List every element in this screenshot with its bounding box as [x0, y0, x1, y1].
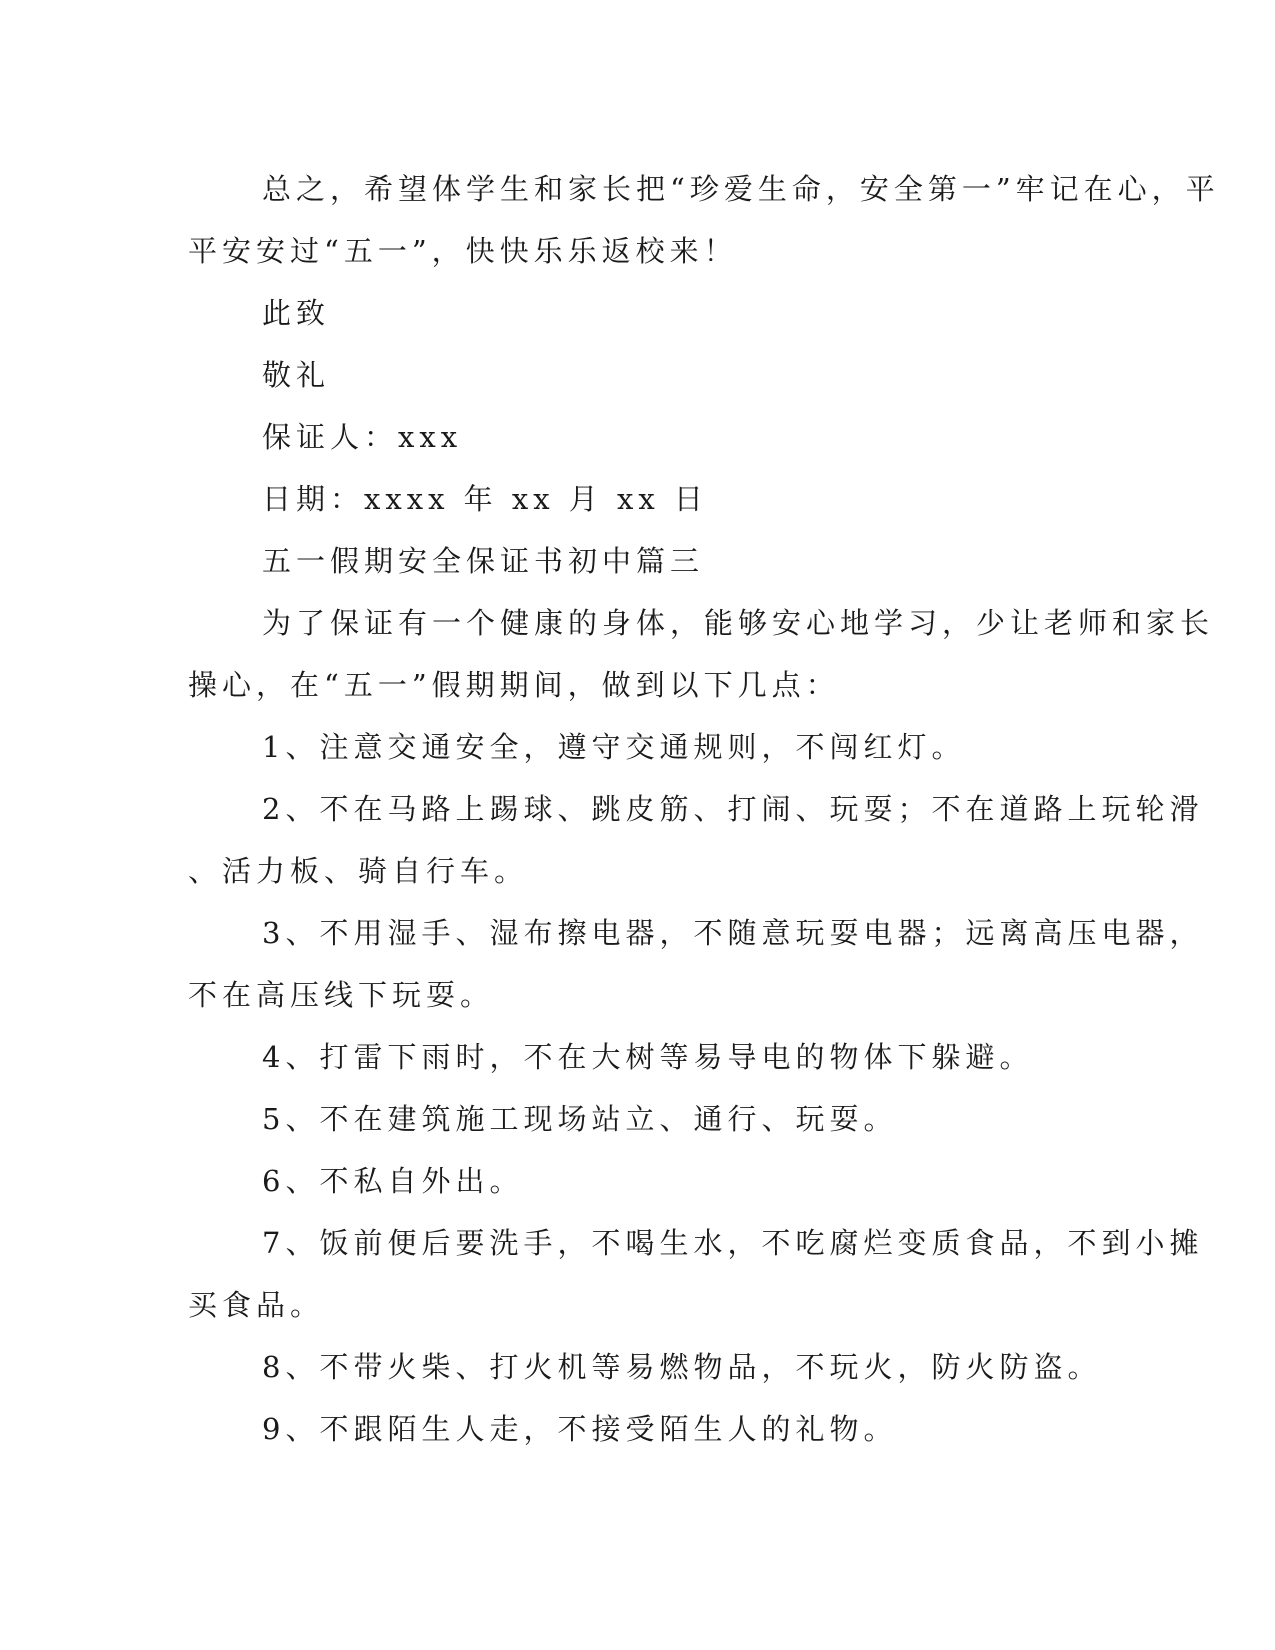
list-item: 5、不在建筑施工现场站立、通行、玩耍。	[262, 1102, 898, 1136]
list-item: 9、不跟陌生人走，不接受陌生人的礼物。	[262, 1412, 898, 1446]
paragraph-line: 总之，希望体学生和家长把“珍爱生命，安全第一”牢记在心，平	[262, 172, 1220, 206]
paragraph-line: 平安安过“五一”，快快乐乐返校来！	[188, 234, 738, 268]
paragraph-line: 为了保证有一个健康的身体，能够安心地学习，少让老师和家长	[262, 606, 1215, 640]
list-item: 8、不带火柴、打火机等易燃物品，不玩火，防火防盗。	[262, 1350, 1102, 1384]
list-item: 1、注意交通安全，遵守交通规则，不闯红灯。	[262, 730, 966, 764]
guarantor-line: 保证人：xxx	[262, 420, 463, 454]
section-title: 五一假期安全保证书初中篇三	[262, 544, 705, 578]
list-item-continuation: 不在高压线下玩耍。	[188, 978, 495, 1012]
closing-regards: 敬礼	[262, 358, 331, 392]
list-item: 3、不用湿手、湿布擦电器，不随意玩耍电器；远离高压电器，	[262, 916, 1204, 950]
paragraph-line: 操心，在“五一”假期期间，做到以下几点：	[188, 668, 840, 702]
list-item: 6、不私自外出。	[262, 1164, 524, 1198]
date-line: 日期：xxxx 年 xx 月 xx 日	[262, 482, 708, 516]
list-item: 7、饭前便后要洗手，不喝生水，不吃腐烂变质食品，不到小摊	[262, 1226, 1204, 1260]
document-body	[188, 158, 1220, 1460]
list-item-continuation: 买食品。	[188, 1288, 325, 1322]
list-item: 4、打雷下雨时，不在大树等易导电的物体下躲避。	[262, 1040, 1034, 1074]
closing-salutation: 此致	[262, 296, 331, 330]
list-item: 2、不在马路上踢球、跳皮筋、打闹、玩耍；不在道路上玩轮滑	[262, 792, 1204, 826]
list-item-continuation: 、活力板、骑自行车。	[188, 854, 529, 888]
